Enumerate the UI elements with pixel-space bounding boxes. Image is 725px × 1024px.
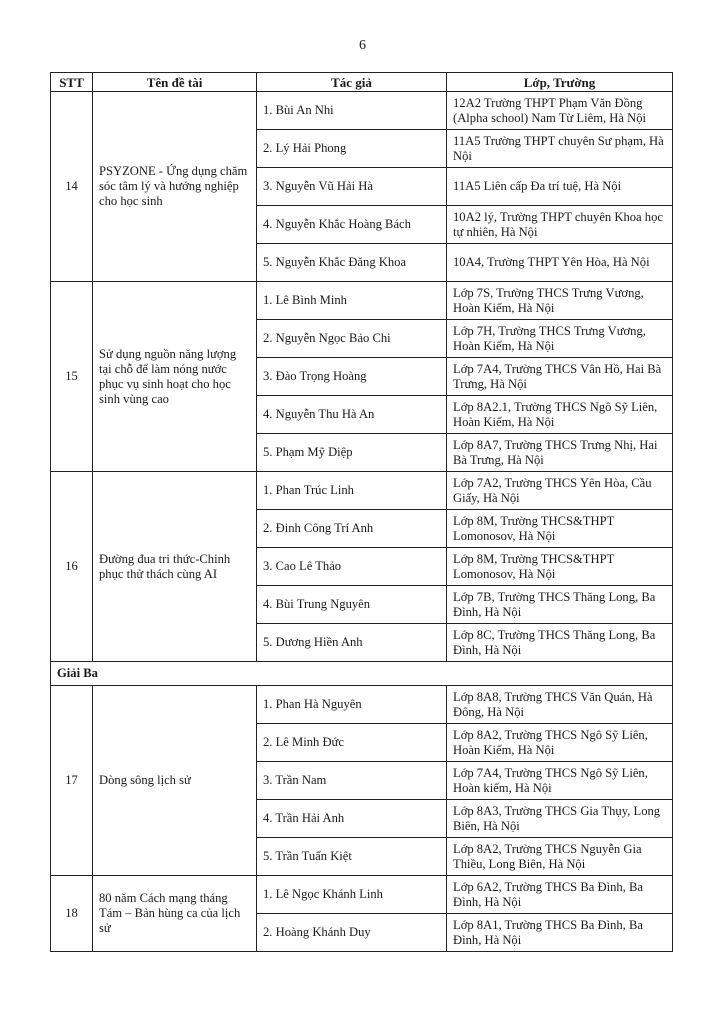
- school-cell: Lớp 7A4, Trường THCS Ngô Sỹ Liên, Hoàn kiếm, Hà Nội: [447, 762, 673, 800]
- topic-cell: Đường đua tri thức-Chinh phục thử thách cùng AI: [93, 472, 257, 662]
- stt-cell: 15: [51, 282, 93, 472]
- table-row: [51, 876, 673, 914]
- section-title: Giải Ba: [51, 662, 673, 686]
- school-cell: Lớp 7S, Trường THCS Trưng Vương, Hoàn Kiếm, Hà Nội: [447, 282, 673, 320]
- school-cell: Lớp 8A2, Trường THCS Ngô Sỹ Liên, Hoàn Kiếm, Hà Nội: [447, 724, 673, 762]
- stt-cell: 17: [51, 686, 93, 876]
- table-row: [51, 92, 673, 130]
- topic-cell: Sử dụng nguồn năng lượng tại chỗ để làm nóng nước phục vụ sinh hoạt cho học sinh vùng cao: [93, 282, 257, 472]
- school-cell: Lớp 6A2, Trường THCS Ba Đình, Ba Đình, Hà Nội: [447, 876, 673, 914]
- school-cell: Lớp 8A2.1, Trường THCS Ngô Sỹ Liên, Hoàn Kiếm, Hà Nội: [447, 396, 673, 434]
- author-cell: 1. Phan Hà Nguyên: [257, 686, 447, 724]
- author-cell: 1. Lê Ngọc Khánh Linh: [257, 876, 447, 914]
- school-cell: Lớp 8A8, Trường THCS Văn Quán, Hà Đông, Hà Nội: [447, 686, 673, 724]
- school-cell: 11A5 Trường THPT chuyên Sư phạm, Hà Nội: [447, 130, 673, 168]
- stt-cell: 18: [51, 876, 93, 952]
- page-number: 6: [359, 38, 366, 53]
- stt-cell: 16: [51, 472, 93, 662]
- header-row: [51, 73, 673, 92]
- author-cell: 5. Trần Tuấn Kiệt: [257, 838, 447, 876]
- school-cell: Lớp 7A2, Trường THCS Yên Hòa, Cầu Giấy, Hà Nội: [447, 472, 673, 510]
- author-cell: 1. Phan Trúc Linh: [257, 472, 447, 510]
- author-cell: 2. Hoàng Khánh Duy: [257, 914, 447, 952]
- school-cell: 12A2 Trường THPT Phạm Văn Đồng (Alpha school) Nam Từ Liêm, Hà Nội: [447, 92, 673, 130]
- topic-cell: PSYZONE - Ứng dụng chăm sóc tâm lý và hướng nghiệp cho học sinh: [93, 92, 257, 282]
- school-cell: Lớp 8A2, Trường THCS Nguyễn Gia Thiều, Long Biên, Hà Nội: [447, 838, 673, 876]
- school-cell: 11A5 Liên cấp Đa trí tuệ, Hà Nội: [447, 168, 673, 206]
- author-cell: 3. Nguyễn Vũ Hải Hà: [257, 168, 447, 206]
- table-row: [51, 472, 673, 510]
- school-cell: Lớp 8A7, Trường THCS Trưng Nhị, Hai Bà Trưng, Hà Nội: [447, 434, 673, 472]
- author-cell: 4. Bùi Trung Nguyên: [257, 586, 447, 624]
- school-cell: Lớp 7A4, Trường THCS Vân Hồ, Hai Bà Trưng, Hà Nội: [447, 358, 673, 396]
- author-cell: 1. Bùi An Nhi: [257, 92, 447, 130]
- school-cell: Lớp 8A3, Trường THCS Gia Thụy, Long Biên, Hà Nội: [447, 800, 673, 838]
- school-cell: Lớp 8A1, Trường THCS Ba Đình, Ba Đình, Hà Nội: [447, 914, 673, 952]
- topic-cell: Dòng sông lịch sử: [93, 686, 257, 876]
- author-cell: 2. Nguyễn Ngọc Bảo Chi: [257, 320, 447, 358]
- author-cell: 4. Trần Hải Anh: [257, 800, 447, 838]
- school-cell: Lớp 8M, Trường THCS&THPT Lomonosov, Hà Nội: [447, 548, 673, 586]
- school-cell: Lớp 7B, Trường THCS Thăng Long, Ba Đình, Hà Nội: [447, 586, 673, 624]
- header-school: Lớp, Trường: [447, 73, 673, 92]
- author-cell: 2. Lý Hải Phong: [257, 130, 447, 168]
- table-row: [51, 282, 673, 320]
- section-row: [51, 662, 673, 686]
- author-cell: 5. Phạm Mỹ Diệp: [257, 434, 447, 472]
- author-cell: 5. Dương Hiền Anh: [257, 624, 447, 662]
- header-stt: STT: [51, 73, 93, 92]
- stt-cell: 14: [51, 92, 93, 282]
- author-cell: 5. Nguyễn Khắc Đăng Khoa: [257, 244, 447, 282]
- header-author: Tác giả: [257, 73, 447, 92]
- topic-cell: 80 năm Cách mạng tháng Tám – Bản hùng ca của lịch sử: [93, 876, 257, 952]
- author-cell: 2. Đinh Công Trí Anh: [257, 510, 447, 548]
- author-cell: 4. Nguyễn Thu Hà An: [257, 396, 447, 434]
- header-topic: Tên đề tài: [93, 73, 257, 92]
- author-cell: 2. Lê Minh Đức: [257, 724, 447, 762]
- author-cell: 4. Nguyễn Khắc Hoàng Bách: [257, 206, 447, 244]
- school-cell: 10A2 lý, Trường THPT chuyên Khoa học tự nhiên, Hà Nội: [447, 206, 673, 244]
- school-cell: 10A4, Trường THPT Yên Hòa, Hà Nội: [447, 244, 673, 282]
- table-row: [51, 686, 673, 724]
- author-cell: 1. Lê Bình Minh: [257, 282, 447, 320]
- author-cell: 3. Đào Trọng Hoàng: [257, 358, 447, 396]
- school-cell: Lớp 8C, Trường THCS Thăng Long, Ba Đình, Hà Nội: [447, 624, 673, 662]
- author-cell: 3. Trần Nam: [257, 762, 447, 800]
- school-cell: Lớp 7H, Trường THCS Trưng Vương, Hoàn Kiếm, Hà Nội: [447, 320, 673, 358]
- author-cell: 3. Cao Lê Thảo: [257, 548, 447, 586]
- school-cell: Lớp 8M, Trường THCS&THPT Lomonosov, Hà Nội: [447, 510, 673, 548]
- awards-table: [50, 72, 673, 952]
